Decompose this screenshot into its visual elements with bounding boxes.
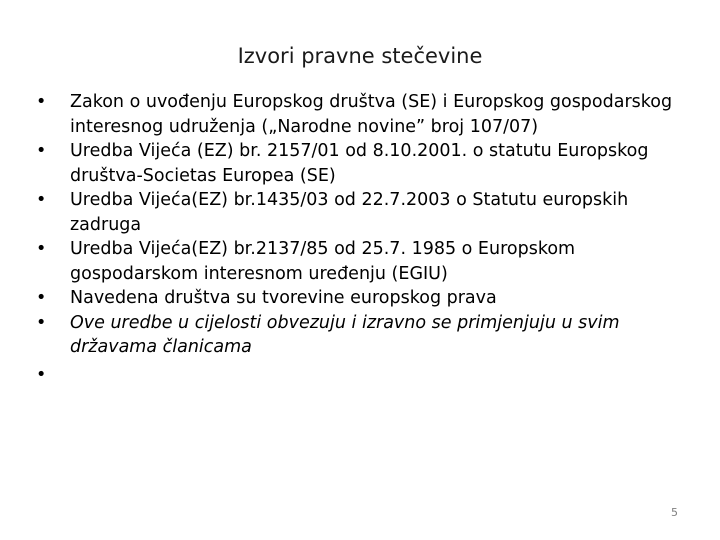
bullet-text: Zakon o uvođenju Europskog društva (SE) i Europskog gospodarskog interesnog udruženja („Narodne novine” broj 107/07) (70, 92, 673, 137)
bullet-item (36, 286, 676, 311)
page-number: 5 (671, 506, 678, 519)
bullet-dot-icon: • (36, 190, 47, 210)
bullet-dot-icon: • (36, 92, 47, 112)
bullet-dot-icon: • (36, 141, 47, 161)
bullet-text: Uredba Vijeća(EZ) br.1435/03 od 22.7.2003 o Statutu europskih zadruga (70, 190, 629, 235)
bullet-dot-icon: • (36, 312, 47, 333)
bullet-list (36, 90, 676, 387)
bullet-text: Ove uredbe u cijelosti obvezuju i izravno se primjenjuju u svim državama članicama (70, 312, 620, 357)
bullet-item (36, 311, 676, 360)
bullet-text: Uredba Vijeća (EZ) br. 2157/01 od 8.10.2001. o statutu Europskog društva-Societas Europea (SE) (70, 141, 649, 186)
slide-title: Izvori pravne stečevine (237, 44, 483, 68)
bullet-item (36, 139, 676, 188)
bullet-dot-icon: • (36, 364, 47, 385)
bullet-text: Uredba Vijeća(EZ) br.2137/85 od 25.7. 1985 o Europskom gospodarskom interesnom uređenju (EGIU) (70, 239, 576, 284)
bullet-item (36, 188, 676, 237)
bullet-dot-icon: • (36, 239, 47, 259)
bullet-text: Navedena društva su tvorevine europskog prava (70, 288, 497, 308)
bullet-item (36, 90, 676, 139)
bullet-item (36, 237, 676, 286)
bullet-dot-icon: • (36, 288, 47, 308)
bullet-item-empty (36, 363, 676, 388)
